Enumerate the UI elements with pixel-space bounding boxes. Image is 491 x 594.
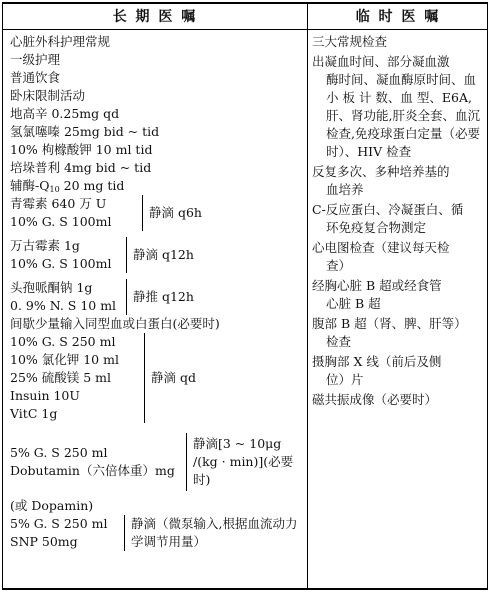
order-text: C-反应蛋白、冷凝蛋白、循 xyxy=(312,202,464,217)
order-text-continued: 查） xyxy=(326,258,352,273)
drug-line: VitC 1g xyxy=(10,406,58,421)
order-text: 摄胸部 X 线（前后及侧 xyxy=(312,354,442,369)
order-line: 10% 枸橼酸钾 10 ml tid xyxy=(10,142,153,157)
order-line: 间歇少量输入同型血或白蛋白(必要时) xyxy=(10,316,220,331)
order-text: 辅酶-Q xyxy=(10,178,50,193)
order-text: 三大常规检查 xyxy=(312,34,388,49)
drug-line: 10% G. S 100ml xyxy=(10,256,112,271)
order-line: 心脏外科护理常规 xyxy=(10,34,111,49)
temporary-order-item xyxy=(312,315,486,351)
temporary-order-item xyxy=(312,53,486,161)
drug-list xyxy=(10,515,120,551)
temporary-order-item xyxy=(312,353,486,389)
drug-line: Dobutamin（六倍体重）mg xyxy=(10,463,175,478)
order-text-continued: 酶时间、凝血酶原时间、血 小 板 计 数、血 型、E6A,肝、肾功能,肝炎全套、血沉检查,免疫球蛋白定量（必要时）、HIV 检查 xyxy=(326,72,480,159)
column-separator xyxy=(307,2,308,590)
order-text: 腹部 B 超（肾、脾、肝等） xyxy=(312,316,467,331)
order-line: 培垛普利 4mg bid ~ tid xyxy=(10,160,152,175)
drug-line: 5% G. S 250 ml xyxy=(10,516,108,531)
drug-line: 10% G. S 100ml xyxy=(10,214,112,229)
drug-line: 0. 9% N. S 10 ml xyxy=(10,298,117,313)
drug-list xyxy=(10,237,122,273)
route-label: 静推 q12h xyxy=(126,279,194,315)
drug-line: 10% 氯化钾 10 ml xyxy=(10,352,119,367)
order-text: 磁共振成像（必要时） xyxy=(312,392,438,407)
drug-line: 万古霉素 1g xyxy=(10,238,80,253)
order-text: 20 mg tid xyxy=(59,178,125,193)
temporary-order-item xyxy=(312,277,486,313)
temporary-order-item xyxy=(312,239,486,275)
route-label: 静滴 q12h xyxy=(126,237,194,273)
drug-list xyxy=(10,333,138,423)
top-rule xyxy=(2,2,488,4)
temporary-orders-header: 临 时 医 嘱 xyxy=(355,9,441,25)
drug-line: Insuin 10U xyxy=(10,388,80,403)
drug-line: 头孢哌酮钠 1g xyxy=(10,280,93,295)
order-text-continued: 检查 xyxy=(326,334,352,349)
order-text-continued: 位）片 xyxy=(326,372,364,387)
temporary-order-item xyxy=(312,33,486,51)
drug-group xyxy=(10,237,305,273)
drug-line: 10% G. S 250 ml xyxy=(10,334,116,349)
temporary-orders-column xyxy=(312,33,486,411)
order-line: 地高辛 0.25mg qd xyxy=(10,106,120,121)
route-label: 静滴 q6h xyxy=(142,195,202,231)
order-text: 经胸心脏 B 超或经食管 xyxy=(312,278,442,293)
drug-line: 5% G. S 250 ml xyxy=(10,445,108,460)
order-line: 氢氯噻嗪 25mg bid ~ tid xyxy=(10,124,160,139)
order-text: 心电图检查（建议每天检 xyxy=(312,240,450,255)
route-label: 静滴 qd xyxy=(144,333,196,423)
drug-line: 青霉素 640 万 U xyxy=(10,196,107,211)
drug-group xyxy=(10,279,305,315)
order-line: 普通饮食 xyxy=(10,70,61,85)
temporary-order-item xyxy=(312,201,486,237)
long-term-orders-header: 长 期 医 嘱 xyxy=(112,9,198,25)
order-line-coenzyme xyxy=(10,177,305,195)
order-text-continued: 血培养 xyxy=(326,182,364,197)
order-text: 出凝血时间、部分凝血激 xyxy=(312,54,450,69)
subscript: 10 xyxy=(49,185,60,194)
drug-group xyxy=(10,515,305,551)
route-label: 静滴[3 ~ 10μg /(kg · min)](必要时) xyxy=(186,433,297,491)
bottom-rule xyxy=(2,588,488,590)
drug-list xyxy=(10,433,182,491)
order-text: 反复多次、多种培养基的 xyxy=(312,164,450,179)
header-rule xyxy=(2,29,488,30)
drug-line: 25% 硫酸镁 5 ml xyxy=(10,370,112,385)
order-text-continued: 心脏 B 超 xyxy=(326,296,381,311)
route-label: 静滴（微泵输入,根据血流动力学调节用量） xyxy=(124,515,301,551)
long-term-orders-column xyxy=(10,33,305,551)
drug-group xyxy=(10,433,305,491)
drug-group xyxy=(10,333,305,423)
order-line: (或 Dopamin) xyxy=(10,498,94,513)
order-text-continued: 环免疫复合物测定 xyxy=(326,220,427,235)
temporary-order-item xyxy=(312,163,486,199)
drug-group xyxy=(10,195,305,231)
drug-list xyxy=(10,279,122,315)
temporary-order-item xyxy=(312,391,486,409)
drug-line: SNP 50mg xyxy=(10,534,78,549)
order-line: 卧床限制活动 xyxy=(10,88,86,103)
order-line: 一级护理 xyxy=(10,52,61,67)
drug-list xyxy=(10,195,138,231)
